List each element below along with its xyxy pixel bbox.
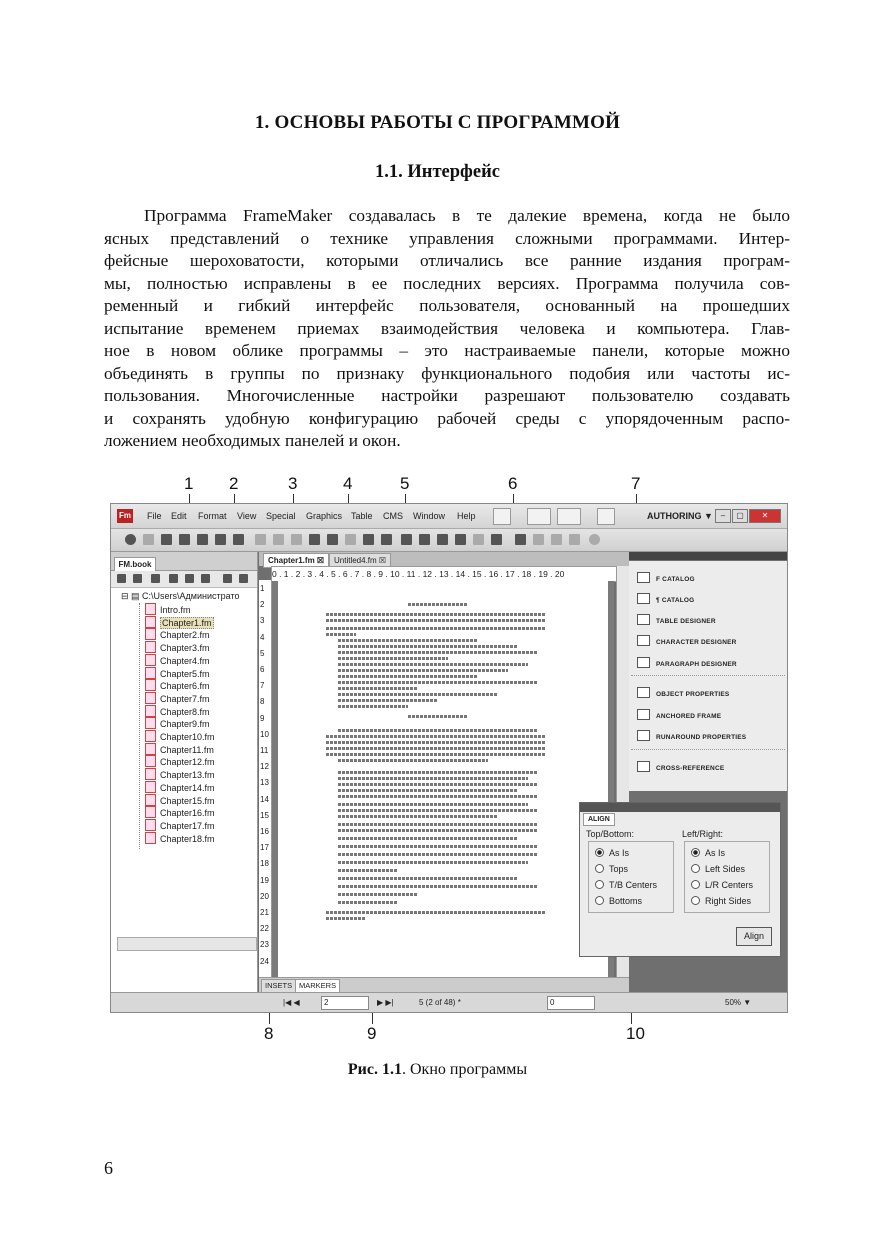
runaround-icon <box>637 730 650 741</box>
panel-table-designer[interactable]: TABLE DESIGNER <box>637 614 716 625</box>
book-file-item[interactable] <box>145 806 215 818</box>
ruler-number: 15 <box>260 810 269 820</box>
book-file-label: Chapter15.fm <box>160 795 215 806</box>
paragraph-line: пользования. Многочисленные настройки разрешают пользователю создавать <box>104 386 790 405</box>
align-tab[interactable]: ALIGN <box>583 813 615 826</box>
app-window-screenshot <box>110 503 788 1013</box>
book-file-label: Chapter3.fm <box>160 643 210 654</box>
paragraph-line: ясных представлений о технике управления сложными программами. Интер- <box>104 228 790 248</box>
book-file-item[interactable] <box>145 705 210 717</box>
document-icon <box>145 755 156 767</box>
ruler-number: 16 <box>260 827 269 836</box>
book-hscrollbar[interactable] <box>117 937 257 951</box>
menu-format[interactable]: Format <box>198 511 227 521</box>
greeked-text-line <box>326 753 546 756</box>
paragraph-line: ложением необходимых панелей и окон. <box>104 431 401 450</box>
tab-markers[interactable]: MARKERS <box>295 979 340 993</box>
book-file-item[interactable] <box>145 743 214 755</box>
paragraph-line: фейсные шероховатости, которыми отличались все ранние издания програм- <box>104 251 790 270</box>
menu-table[interactable]: Table <box>351 511 373 521</box>
greeked-text-line <box>338 823 538 826</box>
greeked-text-line <box>326 911 546 914</box>
column-icon[interactable] <box>569 534 580 545</box>
save-book-icon[interactable] <box>169 574 178 583</box>
greeked-text-line <box>338 705 408 708</box>
grid-icon[interactable] <box>551 534 562 545</box>
callout-number: 1 <box>184 474 194 493</box>
paragraph-line: испытание временем приемах взаимодействия человека и компьютера. Глав- <box>104 318 790 338</box>
greeked-text-line <box>338 861 528 864</box>
app-logo-icon: Fm <box>117 509 133 523</box>
radio-right-sides[interactable]: Right Sides <box>691 896 751 906</box>
greeked-text-line <box>338 809 538 812</box>
document-icon <box>145 667 156 679</box>
dock-header <box>629 552 787 560</box>
menu-graphics[interactable]: Graphics <box>306 511 343 521</box>
spellcheck-icon[interactable] <box>381 534 392 545</box>
chapter-title: 1. ОСНОВЫ РАБОТЫ С ПРОГРАММОЙ <box>254 112 621 133</box>
top-bottom-group <box>588 841 674 913</box>
font-icon[interactable] <box>455 534 466 545</box>
move-down-icon[interactable] <box>239 574 248 583</box>
panel-character-designer[interactable]: CHARACTER DESIGNER <box>637 635 737 646</box>
document-icon <box>145 730 156 742</box>
panel-separator <box>631 749 785 750</box>
top-bottom-label: Top/Bottom: <box>586 829 635 839</box>
callout-number: 8 <box>264 1024 274 1043</box>
document-icon <box>145 692 156 704</box>
book-tree <box>111 589 257 939</box>
document-canvas[interactable] <box>272 581 614 978</box>
document-page[interactable] <box>278 581 608 978</box>
radio-tb-as-is[interactable]: As Is <box>595 848 629 858</box>
ruler-number: 18 <box>260 859 269 869</box>
ruler-number: 23 <box>260 940 269 950</box>
callout-number: 2 <box>229 474 239 493</box>
tree-line <box>139 603 141 849</box>
document-icon <box>145 654 156 666</box>
greeked-text-line <box>338 699 438 702</box>
next-page-icon[interactable]: ▶ ▶| <box>377 998 394 1007</box>
lock-icon[interactable] <box>233 534 244 545</box>
greeked-text-line <box>338 651 538 654</box>
book-root[interactable]: ⊟ ▤ C:\Users\Администрато <box>121 591 240 601</box>
document-icon <box>145 768 156 780</box>
character-icon <box>637 635 650 646</box>
book-panel <box>111 552 258 992</box>
greeked-text-line <box>338 759 488 762</box>
greeked-text-line <box>326 619 546 622</box>
paragraph-line: и сохранять удобную конфигурацию рабочей среды с упорядоченным распо- <box>104 408 790 428</box>
ruler-number: 21 <box>260 908 269 917</box>
menu-bar <box>111 504 787 529</box>
ruler-number: 24 <box>260 956 269 966</box>
bridge-icon[interactable] <box>597 508 615 525</box>
table-icon <box>637 614 650 625</box>
book-file-item[interactable] <box>145 768 215 780</box>
close-icon[interactable]: ✕ <box>749 509 781 523</box>
document-icon <box>145 705 156 717</box>
greeked-text-line <box>338 901 398 904</box>
panel-toggle-icon[interactable] <box>493 508 511 525</box>
greeked-text-line <box>326 627 546 630</box>
ruler-number: 10 <box>260 729 269 739</box>
book-file-label: Chapter10.fm <box>160 732 215 742</box>
paragraph-line: ное в новом облике программы – это настраиваемые панели, которые можно <box>104 341 790 360</box>
book-file-label: Intro.fm <box>160 605 191 615</box>
document-icon <box>145 781 156 793</box>
book-file-item[interactable] <box>145 832 215 844</box>
document-icon <box>145 806 156 818</box>
greeked-text-line <box>338 693 498 696</box>
left-right-label: Left/Right: <box>682 829 724 839</box>
undo-icon[interactable] <box>327 534 338 545</box>
panel-paragraph-designer[interactable]: PARAGRAPH DESIGNER <box>637 657 737 668</box>
left-right-group <box>684 841 770 913</box>
frame-icon <box>637 709 650 720</box>
section-title: 1.1. Интерфейс <box>375 162 500 182</box>
update-icon[interactable] <box>201 574 210 583</box>
prev-page-icon[interactable]: |◀ ◀ <box>283 998 300 1007</box>
book-file-label: Chapter6.fm <box>160 681 210 692</box>
page-number-field[interactable]: 2 <box>321 996 369 1010</box>
radio-tb-centers[interactable]: T/B Centers <box>595 880 657 890</box>
align-button[interactable]: Align <box>736 927 772 946</box>
document-icon <box>145 616 156 628</box>
add-file-icon[interactable] <box>117 574 126 583</box>
greeked-text-line <box>338 845 538 848</box>
ruler-number: 7 <box>260 681 265 691</box>
greeked-text-line <box>338 869 398 872</box>
greeked-text-line <box>338 885 538 888</box>
ruler-number: 1 <box>260 584 265 593</box>
book-file-label: Chapter9.fm <box>160 719 210 730</box>
document-icon <box>145 679 156 691</box>
maximize-icon[interactable]: ▢ <box>732 509 748 523</box>
panel-list <box>629 561 787 791</box>
greeked-text-line <box>408 715 468 718</box>
callout-number: 10 <box>626 1024 645 1043</box>
variable-icon[interactable] <box>419 534 430 545</box>
menu-window[interactable]: Window <box>413 511 446 521</box>
document-icon <box>145 819 156 831</box>
ruler-number: 14 <box>260 794 269 804</box>
book-file-label: Chapter12.fm <box>160 757 215 768</box>
menu-view[interactable]: View <box>237 511 257 521</box>
greeked-text-line <box>326 747 546 750</box>
book-file-item[interactable] <box>145 692 210 704</box>
greeked-text-line <box>326 917 366 920</box>
greeked-text-line <box>326 613 546 616</box>
trash-icon[interactable] <box>185 574 194 583</box>
greeked-text-line <box>338 815 498 818</box>
greeked-text-line <box>338 675 478 678</box>
radio-left-sides[interactable]: Left Sides <box>691 864 745 874</box>
book-file-label: Chapter8.fm <box>160 706 210 717</box>
move-up-icon[interactable] <box>223 574 232 583</box>
greeked-text-line <box>338 829 538 832</box>
greeked-text-line <box>338 789 518 792</box>
tab-chapter1[interactable]: Chapter1.fm ☒ <box>263 553 329 568</box>
page-status: 5 (2 of 48) * <box>419 998 461 1007</box>
paste-icon[interactable] <box>309 534 320 545</box>
paragraph-line: ременный и гибкий интерфейс пользователя, основанный на прошедших <box>104 296 790 315</box>
book-file-label: Chapter7.fm <box>160 693 210 704</box>
greeked-text-line <box>326 741 546 744</box>
paragraph-line: объединять в группы по признаку функционального подобия или частоты ис- <box>104 363 790 383</box>
ruler-number: 12 <box>260 762 269 772</box>
book-file-item[interactable] <box>145 667 210 679</box>
book-file-item[interactable] <box>145 616 214 628</box>
document-icon <box>145 743 156 755</box>
table-icon[interactable] <box>437 534 448 545</box>
document-icon <box>145 603 156 615</box>
ruler-number: 8 <box>260 697 265 707</box>
repeat-icon[interactable] <box>363 534 374 545</box>
book-file-label: Chapter17.fm <box>160 820 215 831</box>
ruler-number: 19 <box>260 875 269 885</box>
open-icon[interactable] <box>161 534 172 545</box>
tab-untitled4[interactable]: Untitled4.fm ☒ <box>329 553 391 568</box>
document-icon <box>145 628 156 640</box>
page-number: 6 <box>104 1158 113 1178</box>
document-tabs <box>259 552 629 566</box>
greeked-text-line <box>326 633 356 636</box>
greeked-text-line <box>338 783 538 786</box>
radio-bottoms[interactable]: Bottoms <box>595 896 642 906</box>
vertical-ruler <box>259 580 272 978</box>
align-icon[interactable] <box>515 534 526 545</box>
book-file-item[interactable] <box>145 781 215 793</box>
status-bar <box>111 992 787 1013</box>
menu-edit[interactable]: Edit <box>171 511 187 521</box>
book-file-item[interactable] <box>145 679 210 691</box>
book-file-label: Chapter1.fm <box>162 617 212 628</box>
book-file-item[interactable] <box>145 628 210 640</box>
format-icon[interactable] <box>491 534 502 545</box>
document-icon <box>145 794 156 806</box>
document-icon <box>145 832 156 844</box>
book-file-item[interactable] <box>145 717 210 729</box>
ruler-number: 6 <box>260 665 265 674</box>
copy-icon[interactable] <box>291 534 302 545</box>
greeked-text-line <box>338 777 528 780</box>
book-file-item[interactable] <box>145 641 210 653</box>
book-file-label: Chapter14.fm <box>160 782 215 793</box>
menu-file[interactable]: File <box>147 511 162 521</box>
greeked-text-line <box>338 681 538 684</box>
greeked-text-line <box>338 669 508 672</box>
book-toolbar <box>111 571 257 588</box>
book-file-label: Chapter18.fm <box>160 833 215 844</box>
book-file-label: Chapter11.fm <box>160 744 214 755</box>
cut-icon[interactable] <box>273 534 284 545</box>
zoom-field[interactable]: 0 <box>547 996 595 1010</box>
menu-cms[interactable]: CMS <box>383 511 403 521</box>
screen-mode-icon[interactable] <box>557 508 581 525</box>
toolbar <box>111 529 787 552</box>
book-file-item[interactable] <box>145 654 210 666</box>
radio-lr-as-is[interactable]: As Is <box>691 848 725 858</box>
greeked-text-line <box>338 729 538 732</box>
ruler-number: 2 <box>260 600 265 610</box>
greeked-text-line <box>338 687 418 690</box>
radio-tops[interactable]: Tops <box>595 864 628 874</box>
book-file-label: Chapter2.fm <box>160 630 210 641</box>
menu-help[interactable]: Help <box>457 511 476 521</box>
greeked-text-line <box>338 853 538 856</box>
panel-cross-reference[interactable]: CROSS-REFERENCE <box>637 761 724 772</box>
panel-separator <box>631 675 785 676</box>
panel-runaround-properties[interactable]: RUNAROUND PROPERTIES <box>637 730 746 741</box>
callout-number: 9 <box>367 1024 377 1043</box>
figure-caption: Рис. 1.1. Окно программы <box>347 1061 528 1078</box>
greeked-text-line <box>338 803 528 806</box>
paragraph-line: мы, полностью исправлены в ее последних версиях. Программа получила сов- <box>104 273 790 293</box>
greeked-text-line <box>338 893 418 896</box>
callout-number: 4 <box>343 474 353 493</box>
import-icon[interactable] <box>197 534 208 545</box>
ruler-number: 4 <box>260 632 265 642</box>
radio-lr-centers[interactable]: L/R Centers <box>691 880 753 890</box>
search-icon[interactable] <box>473 534 484 545</box>
cross-reference-icon <box>637 761 650 772</box>
panel-f-catalog[interactable]: F CATALOG <box>637 572 695 583</box>
ruler-number: 13 <box>260 778 269 788</box>
align-panel-header[interactable] <box>580 803 780 812</box>
book-file-item[interactable] <box>145 794 215 806</box>
help-icon[interactable] <box>125 534 136 545</box>
book-file-label: Chapter4.fm <box>160 655 210 666</box>
greeked-text-line <box>326 735 546 738</box>
callout-number: 5 <box>400 474 410 493</box>
book-file-label: Chapter13.fm <box>160 770 215 781</box>
panel-object-properties[interactable]: OBJECT PROPERTIES <box>637 687 729 698</box>
menu-special[interactable]: Special <box>266 511 296 521</box>
greeked-text-line <box>408 603 468 606</box>
callout-number: 3 <box>288 474 298 493</box>
delete-icon[interactable] <box>255 534 266 545</box>
align-panel <box>579 802 781 957</box>
ruler-number: 11 <box>260 746 269 755</box>
greeked-text-line <box>338 795 538 798</box>
ruler-number: 3 <box>260 616 265 626</box>
catalog-icon <box>637 572 650 583</box>
greeked-text-line <box>338 645 518 648</box>
workspace-switcher[interactable]: AUTHORING ▼ <box>647 511 713 521</box>
horizontal-ruler: 0 . 1 . 2 . 3 . 4 . 5 . 6 . 7 . 8 . 9 . 10 . 11 . 12 . 13 . 14 . 15 . 16 . 17 . 18 . 19 . 20 <box>271 566 617 582</box>
body-paragraph <box>104 205 790 453</box>
document-icon <box>145 717 156 729</box>
book-file-label: Chapter5.fm <box>160 668 210 679</box>
book-file-label: Chapter16.fm <box>160 808 215 819</box>
greeked-text-line <box>338 837 518 840</box>
bottom-tabs <box>259 977 629 992</box>
book-tab[interactable]: FM.book <box>114 557 156 571</box>
callout-number: 7 <box>631 474 641 493</box>
ruler-number: 5 <box>260 648 265 658</box>
ruler-number: 22 <box>260 924 269 934</box>
object-icon <box>637 687 650 698</box>
greeked-text-line <box>338 877 518 880</box>
greeked-text-line <box>338 639 478 642</box>
ruler-number: 17 <box>260 843 269 853</box>
book-file-item[interactable] <box>145 755 215 767</box>
ruler-number: 9 <box>260 713 265 723</box>
add-folder-icon[interactable] <box>133 574 142 583</box>
greeked-text-line <box>338 657 448 660</box>
refresh-icon[interactable] <box>589 534 600 545</box>
paragraph-icon <box>637 657 650 668</box>
print-icon[interactable] <box>215 534 226 545</box>
book-tabstrip <box>111 552 257 571</box>
panel-anchored-frame[interactable]: ANCHORED FRAME <box>637 709 721 720</box>
document-icon <box>145 641 156 653</box>
text-icon[interactable] <box>401 534 412 545</box>
panel-paragraph-catalog[interactable]: ¶ CATALOG <box>637 593 694 604</box>
greeked-text-line <box>338 771 538 774</box>
paragraph-line: Программа FrameMaker создавалась в те далекие времена, когда не было <box>144 206 790 225</box>
redo-icon[interactable] <box>345 534 356 545</box>
book-file-item[interactable] <box>145 819 215 831</box>
book-file-item[interactable] <box>145 730 215 742</box>
zoom-level[interactable]: 50% ▼ <box>725 998 752 1007</box>
tab-insets[interactable]: INSETS <box>261 979 296 993</box>
save-icon[interactable] <box>179 534 190 545</box>
minimize-icon[interactable]: – <box>715 509 731 523</box>
rows-icon[interactable] <box>533 534 544 545</box>
greeked-text-line <box>338 663 528 666</box>
callout-number: 6 <box>508 474 518 493</box>
layout-icon[interactable] <box>527 508 551 525</box>
ruler-number: 20 <box>260 891 269 901</box>
new-icon[interactable] <box>143 534 154 545</box>
book-file-item[interactable] <box>145 603 191 615</box>
catalog-icon <box>637 593 650 604</box>
group-icon[interactable] <box>151 574 160 583</box>
